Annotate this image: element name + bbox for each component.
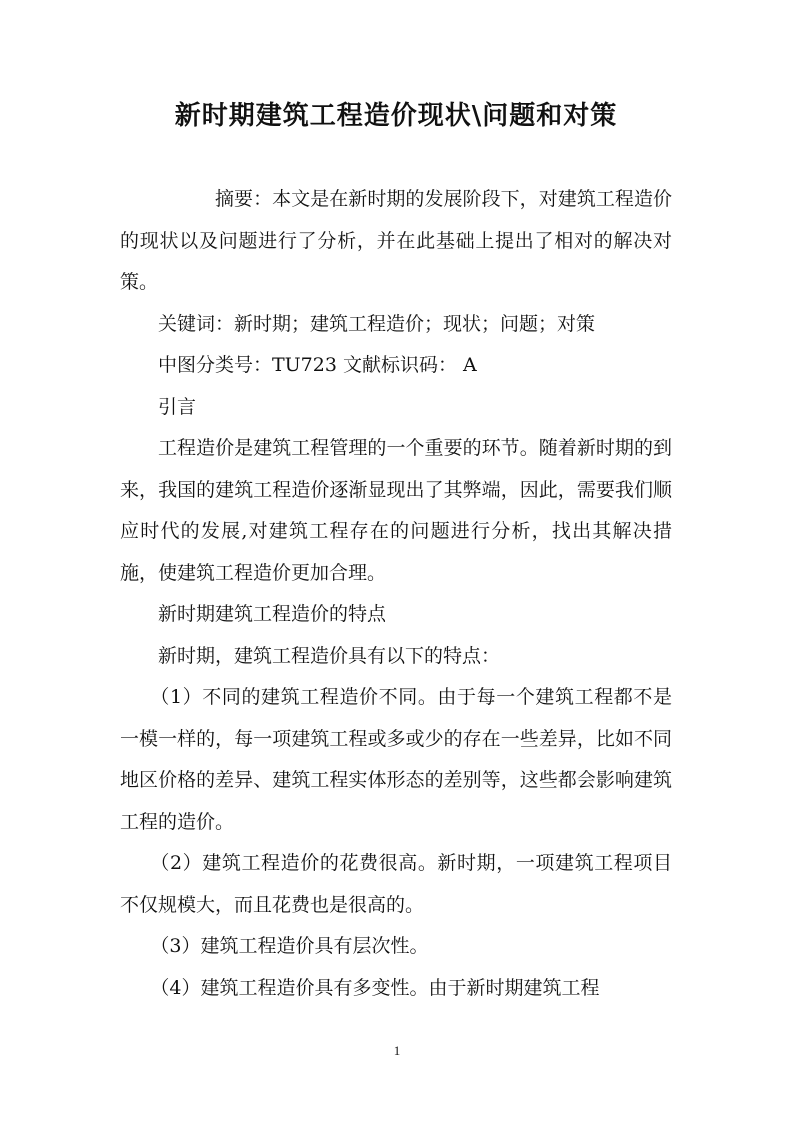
document-title: 新时期建筑工程造价现状\问题和对策: [174, 101, 618, 131]
keywords-line: 关键词：新时期；建筑工程造价；现状；问题；对策: [158, 312, 596, 335]
abstract-paragraph: 摘要：本文是在新时期的发展阶段下，对建筑工程造价的现状以及问题进行了分析，并在此基础上提出了相对的解决对策。: [120, 188, 672, 293]
intro-paragraph: 工程造价是建筑工程管理的一个重要的环节。随着新时期的到来，我国的建筑工程造价逐渐显现出了其弊端，因此，需要我们顺应时代的发展,对建筑工程存在的问题进行分析，找出其解决措施，使建筑工程造价更加合理。: [120, 437, 672, 584]
section-heading: 新时期建筑工程造价的特点: [158, 603, 387, 625]
list-item: （2）建筑工程造价的花费很高。新时期，一项建筑工程项目不仅规模大，而且花费也是很高的。: [120, 852, 672, 916]
intro-heading: 引言: [158, 395, 197, 418]
list-item: （3）建筑工程造价具有层次性。: [150, 935, 429, 957]
classification-line: 中图分类号：TU723 文献标识码： A: [158, 354, 477, 376]
list-item: （1）不同的建筑工程造价不同。由于每一个建筑工程都不是一模一样的，每一项建筑工程或多或少的存在一些差异，比如不同地区价格的差异、建筑工程实体形态的差别等，这些都会影响建筑工程的造价。: [120, 686, 672, 833]
page-number: 1: [393, 1043, 401, 1058]
list-item: （4）建筑工程造价具有多变性。由于新时期建筑工程: [150, 976, 600, 999]
section-intro-paragraph: 新时期，建筑工程造价具有以下的特点：: [158, 644, 501, 667]
